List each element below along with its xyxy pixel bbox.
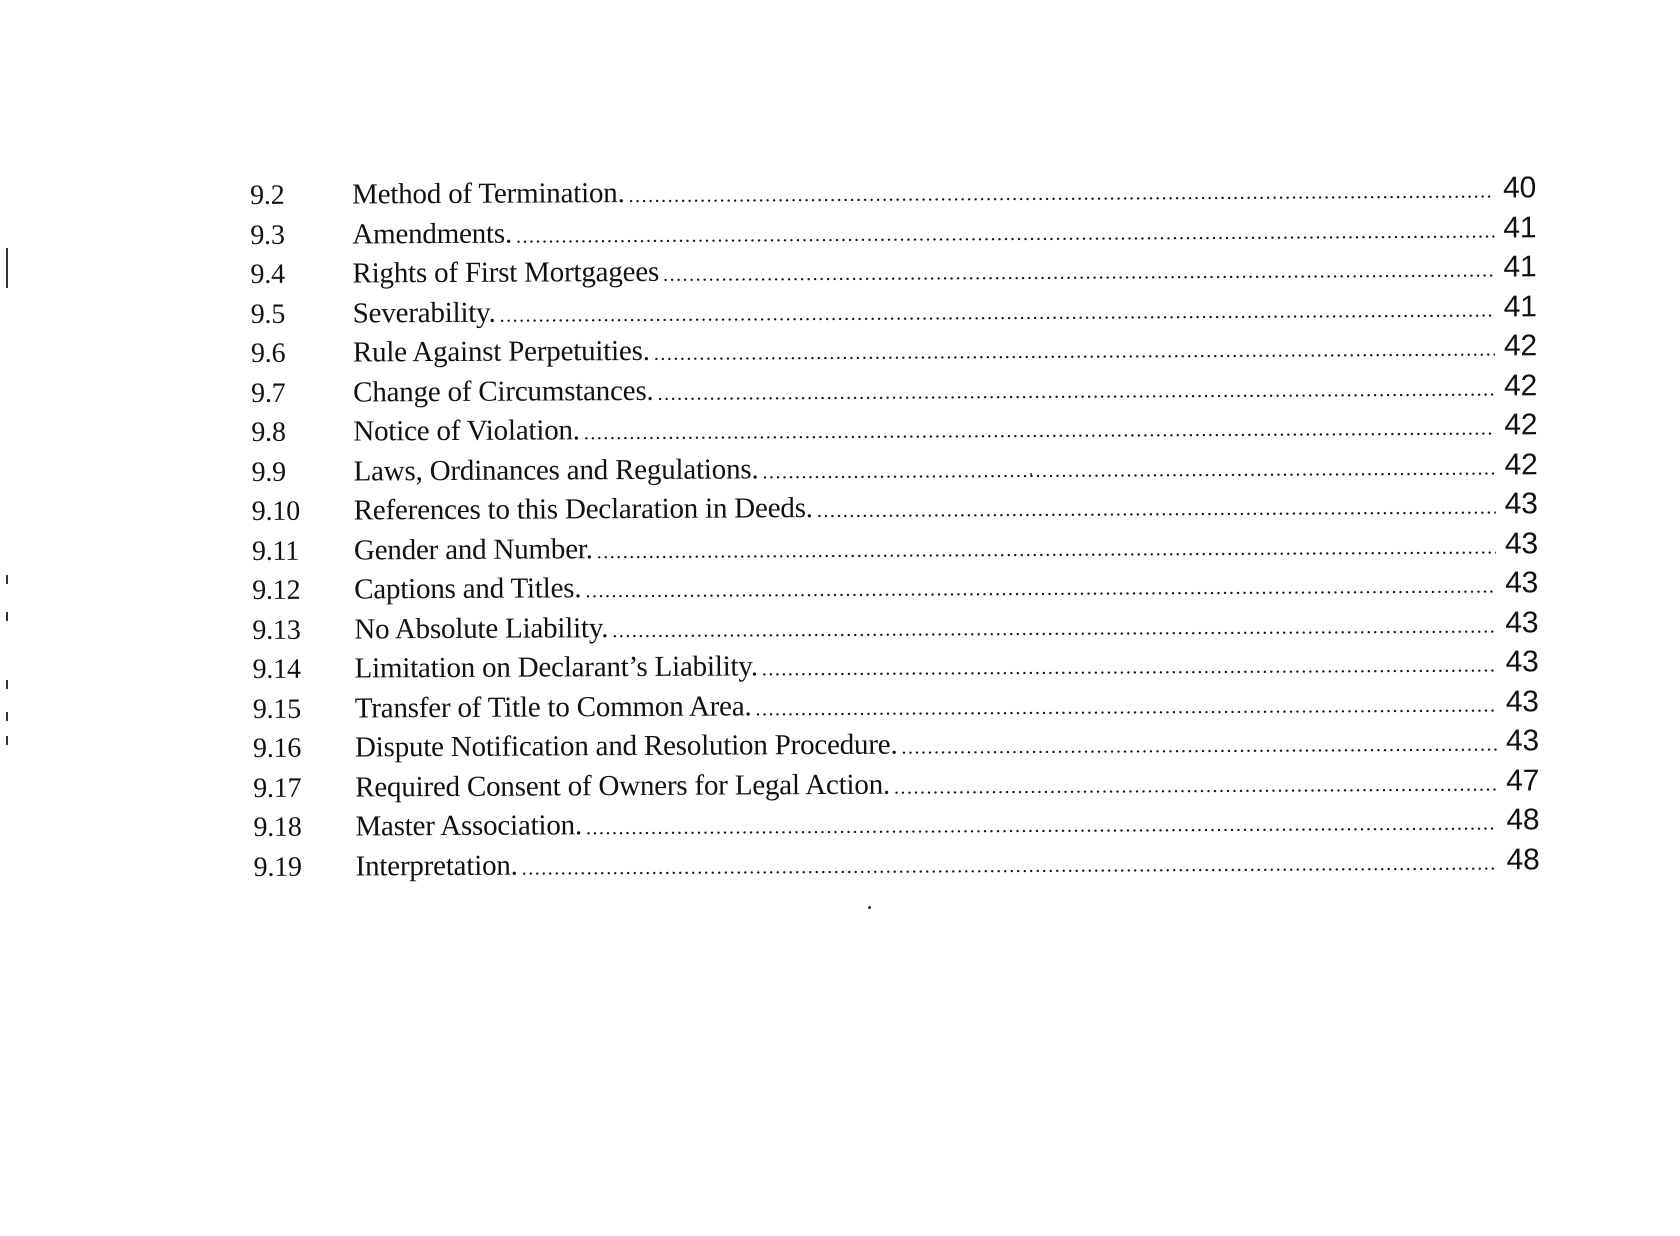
section-title: Dispute Notification and Resolution Procedure. xyxy=(354,728,898,764)
section-title: Captions and Titles. xyxy=(354,572,582,606)
section-number: 9.3 xyxy=(250,219,285,251)
dot-leader xyxy=(901,733,1497,759)
page-number: 48 xyxy=(1506,842,1540,876)
page-number: 43 xyxy=(1505,724,1540,758)
page-number: 42 xyxy=(1503,329,1537,363)
section-number: 9.9 xyxy=(251,456,287,488)
scan-mark xyxy=(6,736,8,745)
section-number: 9.12 xyxy=(252,574,301,606)
page-number: 41 xyxy=(1503,250,1537,284)
section-title: Rule Against Perpetuities. xyxy=(352,334,650,369)
page-number: 41 xyxy=(1503,210,1537,244)
toc-entry[interactable] xyxy=(250,171,1536,217)
section-title: Severability. xyxy=(352,296,496,329)
section-title: Amendments. xyxy=(352,217,513,250)
toc-entry[interactable] xyxy=(252,566,1538,612)
section-number: 9.6 xyxy=(250,337,286,369)
toc-entry[interactable] xyxy=(250,211,1536,257)
page-number: 48 xyxy=(1506,803,1540,837)
page-number: 42 xyxy=(1504,368,1538,402)
page-number: 43 xyxy=(1504,487,1538,521)
toc-entry[interactable] xyxy=(253,685,1539,731)
section-number: 9.5 xyxy=(250,298,286,330)
section-number: 9.18 xyxy=(253,811,302,843)
toc-entry[interactable] xyxy=(251,290,1537,336)
dot-leader xyxy=(658,378,1496,405)
dot-leader xyxy=(516,220,1494,248)
toc-entry[interactable] xyxy=(253,764,1539,810)
section-number: 9.16 xyxy=(252,732,302,764)
toc-entry[interactable] xyxy=(253,803,1539,849)
toc-entry[interactable] xyxy=(252,487,1538,533)
dot-leader xyxy=(762,457,1495,484)
toc-entry[interactable] xyxy=(252,606,1538,652)
dot-leader xyxy=(762,654,1497,681)
toc-entry[interactable] xyxy=(251,329,1537,375)
section-number: 9.4 xyxy=(250,258,285,290)
dot-leader xyxy=(597,536,1496,564)
section-number: 9.2 xyxy=(250,179,285,211)
dot-leader xyxy=(755,694,1496,721)
table-of-contents xyxy=(250,171,1540,889)
toc-entry[interactable] xyxy=(252,645,1538,691)
scan-mark xyxy=(6,248,8,288)
dot-leader xyxy=(584,417,1496,445)
section-number: 9.14 xyxy=(252,653,301,685)
section-number: 9.8 xyxy=(251,416,286,448)
section-number: 9.11 xyxy=(251,535,300,567)
toc-entry[interactable] xyxy=(251,448,1537,494)
dot-leader xyxy=(586,812,1498,840)
scan-mark xyxy=(6,575,8,584)
page-number: 43 xyxy=(1505,684,1539,718)
page-number: 43 xyxy=(1505,645,1539,679)
toc-entry[interactable] xyxy=(254,843,1540,889)
section-title: References to this Declaration in Deeds. xyxy=(353,492,813,527)
dot-leader xyxy=(612,615,1496,643)
section-title: Interpretation. xyxy=(355,849,518,882)
page-number: 47 xyxy=(1506,763,1540,797)
scan-mark xyxy=(6,612,8,621)
page-number: 41 xyxy=(1503,289,1537,323)
section-title: No Absolute Liability. xyxy=(354,611,609,645)
dot-leader xyxy=(522,852,1498,880)
section-title: Gender and Number. xyxy=(353,532,593,566)
section-title: Change of Circumstances. xyxy=(353,374,654,408)
page-number: 40 xyxy=(1502,171,1537,205)
dot-leader xyxy=(663,259,1495,286)
section-title: Required Consent of Owners for Legal Action. xyxy=(355,768,891,803)
section-number: 9.17 xyxy=(253,772,302,804)
section-title: Notice of Violation. xyxy=(353,414,580,448)
section-title: Transfer of Title to Common Area. xyxy=(354,689,752,724)
scan-speck xyxy=(868,906,871,909)
section-number: 9.13 xyxy=(252,614,301,646)
page-number: 42 xyxy=(1504,447,1538,481)
toc-entry[interactable] xyxy=(250,250,1536,296)
section-number: 9.10 xyxy=(251,495,301,527)
section-number: 9.7 xyxy=(251,377,286,409)
dot-leader xyxy=(500,299,1495,327)
toc-entry[interactable] xyxy=(252,527,1538,573)
section-number: 9.19 xyxy=(253,851,302,883)
scan-mark xyxy=(6,712,8,721)
dot-leader xyxy=(654,338,1495,365)
section-title: Method of Termination. xyxy=(352,177,625,211)
page-number: 42 xyxy=(1504,408,1538,442)
dot-leader xyxy=(629,180,1495,208)
section-title: Rights of First Mortgagees xyxy=(352,255,660,290)
scan-mark xyxy=(6,680,8,689)
page-number: 43 xyxy=(1505,605,1539,639)
dot-leader xyxy=(894,773,1497,799)
section-title: Master Association. xyxy=(355,809,583,843)
page-number: 43 xyxy=(1505,566,1539,600)
toc-entry[interactable] xyxy=(251,369,1537,415)
section-number: 9.15 xyxy=(252,693,302,725)
dot-leader xyxy=(585,575,1496,603)
section-title: Limitation on Declarant’s Liability. xyxy=(354,650,758,685)
page-number: 43 xyxy=(1504,526,1539,560)
dot-leader xyxy=(817,496,1496,523)
toc-entry[interactable] xyxy=(251,408,1537,454)
toc-entry[interactable] xyxy=(253,724,1539,770)
section-title: Laws, Ordinances and Regulations. xyxy=(353,452,759,487)
